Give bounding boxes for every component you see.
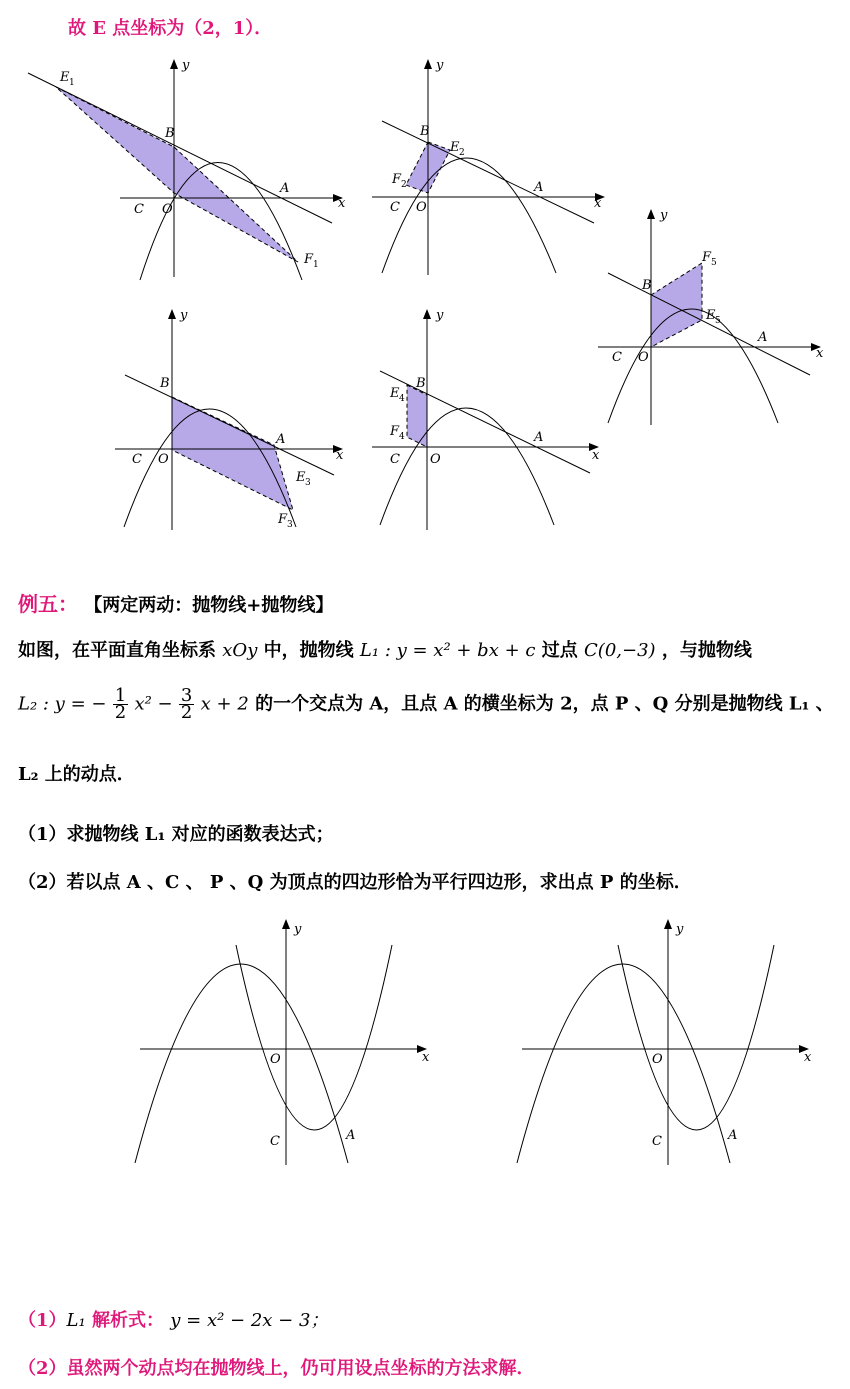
svg-text:y: y	[180, 308, 188, 323]
figure-3	[110, 305, 350, 535]
svg-text:y: y	[676, 922, 684, 937]
figure-5	[598, 205, 838, 430]
svg-text:B: B	[420, 124, 430, 139]
example-title: 例五：	[18, 592, 78, 616]
svg-text:C: C	[270, 1134, 280, 1149]
svg-text:y: y	[436, 58, 444, 73]
svg-text:E: E	[390, 386, 400, 401]
answer-1: （1）L₁ 解析式： y = x² − 2x − 3；	[18, 1310, 329, 1331]
svg-text:C: C	[390, 452, 400, 467]
svg-text:4: 4	[399, 432, 405, 442]
svg-text:B: B	[165, 126, 175, 141]
figure-1	[20, 55, 350, 285]
label-E: E	[60, 70, 70, 85]
svg-text:A: A	[758, 330, 768, 345]
svg-text:x: x	[338, 196, 346, 211]
svg-text:A: A	[280, 181, 290, 196]
svg-text:B: B	[642, 278, 652, 293]
svg-text:O: O	[162, 202, 173, 217]
example-header	[18, 588, 333, 617]
question-1: （1）求抛物线 L₁ 对应的函数表达式；	[18, 824, 334, 845]
svg-text:y: y	[294, 922, 302, 937]
svg-text:y: y	[182, 58, 190, 73]
svg-text:C: C	[612, 350, 622, 365]
svg-text:E: E	[706, 308, 716, 323]
example-tag: 【两定两动：抛物线+抛物线】	[84, 595, 334, 616]
svg-text:B: B	[416, 376, 426, 391]
problem-line-3: L₂ 上的动点．	[18, 764, 135, 785]
svg-text:y: y	[660, 208, 668, 223]
answer-2: （2）虽然两个动点均在抛物线上，仍可用设点坐标的方法求解．	[18, 1358, 535, 1379]
svg-text:A: A	[346, 1128, 356, 1143]
svg-text:O: O	[158, 452, 169, 467]
svg-text:3: 3	[287, 520, 293, 530]
svg-text:B: B	[160, 376, 170, 391]
svg-text:F: F	[304, 252, 314, 267]
svg-text:O: O	[652, 1052, 663, 1067]
svg-text:E: E	[296, 470, 306, 485]
problem-line-1: 如图，在平面直角坐标系 xOy 中，抛物线 L₁ : y = x² + bx + c 过点 C(0,−3) ，与抛物线	[18, 640, 752, 661]
svg-text:x: x	[816, 346, 824, 361]
svg-text:1: 1	[313, 260, 319, 270]
svg-text:2: 2	[401, 180, 407, 190]
svg-text:2: 2	[459, 148, 465, 158]
svg-text:E: E	[450, 140, 460, 155]
svg-text:F: F	[392, 172, 402, 187]
svg-text:A: A	[276, 432, 286, 447]
svg-text:1: 1	[69, 78, 75, 88]
svg-text:x: x	[336, 448, 344, 463]
svg-text:C: C	[652, 1134, 662, 1149]
svg-text:O: O	[416, 200, 427, 215]
svg-text:A: A	[728, 1128, 738, 1143]
problem-line-2: L₂ : y = − $\frac{1}{2}$ x² − $\frac{3}{2}$ x + 2 的一个交点为 A，且点 A 的横坐标为 2，点 P 、Q 分别是抛物线 L₁ 、	[18, 685, 834, 723]
svg-text:x: x	[594, 196, 602, 211]
question-2: （2）若以点 A 、C 、 P 、Q 为顶点的四边形恰为平行四边形，求出点 P 的坐标．	[18, 872, 692, 893]
figure-4	[370, 305, 610, 535]
svg-text:y: y	[436, 308, 444, 323]
figure-2	[372, 55, 612, 280]
svg-text:4: 4	[399, 394, 405, 404]
svg-text:F: F	[278, 512, 288, 527]
svg-text:F: F	[390, 424, 400, 439]
svg-text:F: F	[702, 250, 712, 265]
svg-text:A: A	[534, 430, 544, 445]
svg-text:A: A	[534, 180, 544, 195]
figure-example-right	[512, 915, 822, 1175]
svg-text:C: C	[390, 200, 400, 215]
svg-text:x: x	[422, 1050, 430, 1065]
svg-text:O: O	[270, 1052, 281, 1067]
svg-text:C: C	[132, 452, 142, 467]
svg-text:5: 5	[715, 316, 721, 326]
top-conclusion: 故 E 点坐标为（2，1）．	[68, 18, 273, 39]
svg-text:5: 5	[711, 258, 717, 268]
figure-example-left	[130, 915, 440, 1175]
svg-text:3: 3	[305, 478, 311, 488]
svg-text:O: O	[430, 452, 441, 467]
svg-text:O: O	[638, 350, 649, 365]
svg-text:x: x	[804, 1050, 812, 1065]
svg-text:C: C	[134, 202, 144, 217]
shaded-parallelogram	[56, 87, 298, 262]
svg-text:x: x	[592, 448, 600, 463]
